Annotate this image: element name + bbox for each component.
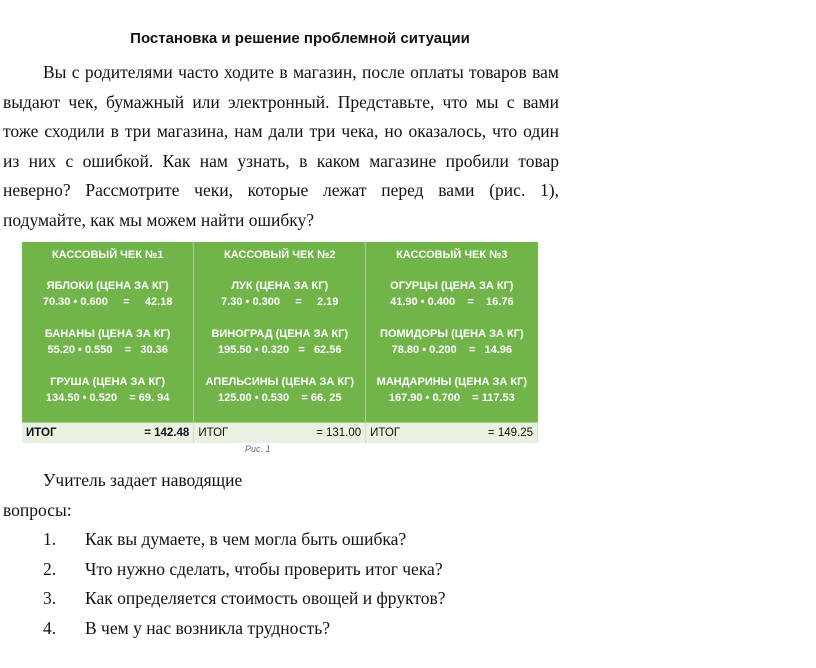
- item-eq: =: [301, 392, 308, 404]
- item-eq: =: [123, 296, 130, 308]
- question-item: [43, 529, 406, 550]
- item-name: ПОМИДОРЫ (ЦЕНА ЗА КГ): [380, 328, 524, 340]
- receipt-1-title: КАССОВЫЙ ЧЕК №1: [22, 242, 194, 270]
- total-label: ИТОГ: [26, 427, 57, 439]
- total-value: = 142.48: [144, 427, 190, 439]
- item-eq: =: [124, 344, 132, 356]
- question-text: В чем у нас возникла трудность?: [85, 618, 331, 638]
- receipt-item: [194, 318, 366, 366]
- question-item: [43, 618, 330, 639]
- total-value: = 131.00: [316, 427, 362, 439]
- item-eq: =: [298, 344, 305, 356]
- item-result: 117.53: [481, 392, 515, 404]
- receipt-item: [194, 366, 366, 414]
- item-result: 14.96: [484, 344, 513, 356]
- item-eq: =: [468, 344, 476, 356]
- receipt-1-total-row: [22, 423, 194, 444]
- item-expr: 41.90 • 0.400: [390, 296, 456, 308]
- question-item: [43, 559, 443, 580]
- item-result: 30.36: [140, 344, 168, 356]
- receipt-2-title: КАССОВЫЙ ЧЕК №2: [194, 242, 366, 270]
- page-title: Постановка и решение проблемной ситуации: [130, 30, 470, 47]
- item-name: ГРУША (ЦЕНА ЗА КГ): [50, 376, 166, 388]
- item-name: МАНДАРИНЫ (ЦЕНА ЗА КГ): [376, 376, 527, 388]
- receipt-item: [22, 270, 194, 318]
- question-number: 4.: [43, 618, 57, 638]
- total-label: ИТОГ: [198, 427, 229, 439]
- receipt-3-title: КАССОВЫЙ ЧЕК №3: [366, 242, 538, 270]
- receipts-table: [22, 242, 538, 443]
- question-number: 2.: [43, 559, 57, 579]
- question-item: [43, 588, 446, 609]
- item-expr: 125.00 • 0.530: [218, 392, 290, 404]
- item-name: ВИНОГРАД (ЦЕНА ЗА КГ): [211, 328, 349, 340]
- total-value: = 149.25: [487, 427, 533, 439]
- receipt-item: [366, 270, 538, 318]
- receipt-item: [366, 366, 538, 414]
- item-name: АПЕЛЬСИНЫ (ЦЕНА ЗА КГ): [205, 376, 354, 388]
- item-name: ЛУК (ЦЕНА ЗА КГ): [231, 280, 329, 292]
- teacher-intro-line2: вопросы:: [3, 500, 72, 520]
- item-expr: 70.30 • 0.600: [42, 296, 108, 308]
- item-expr: 195.50 • 0.320: [218, 344, 290, 356]
- question-text: Что нужно сделать, чтобы проверить итог чека?: [85, 559, 443, 579]
- item-eq: =: [129, 392, 136, 404]
- receipt-item: [22, 318, 194, 366]
- item-expr: 167.90 • 0.700: [388, 392, 460, 404]
- receipt-item: [366, 318, 538, 366]
- item-result: 62.56: [313, 344, 342, 356]
- figure-caption: Рис. 1: [245, 444, 271, 454]
- item-result: 66. 25: [310, 392, 342, 404]
- receipt-2-total-row: [194, 423, 366, 444]
- item-expr: 55.20 • 0.550: [47, 344, 113, 356]
- question-text: Как определяется стоимость овощей и фруктов?: [85, 588, 446, 608]
- item-result: 16.76: [486, 296, 514, 308]
- item-name: ЯБЛОКИ (ЦЕНА ЗА КГ): [46, 280, 169, 292]
- item-expr: 78.80 • 0.200: [391, 344, 457, 356]
- item-result: 42.18: [144, 296, 173, 308]
- item-eq: =: [467, 296, 474, 308]
- item-result: 69. 94: [138, 392, 170, 404]
- question-number: 1.: [43, 529, 57, 549]
- intro-paragraph: Вы с родителями часто ходите в магазин, после оплаты товаров вам выдают чек, бумажный или электронный. Представьте, что мы с вами тоже сходили в три магазина, нам дали три чека, но оказалось, что один из них с ошибкой. Как нам узнать, в каком магазине пробили товар неверно? Рассмотрите чеки, которые лежат перед вами (рис. 1), подумайте, как мы можем найти ошибку?: [3, 62, 559, 230]
- total-label: ИТОГ: [370, 427, 401, 439]
- receipt-item: [194, 270, 366, 318]
- question-text: Как вы думаете, в чем могла быть ошибка?: [85, 529, 407, 549]
- item-result: 2.19: [316, 296, 339, 308]
- receipt-3-total-row: [366, 423, 538, 444]
- item-expr: 134.50 • 0.520: [45, 392, 118, 404]
- teacher-intro-line1: Учитель задает наводящие: [43, 470, 243, 490]
- receipt-item: [22, 366, 194, 414]
- item-eq: =: [472, 392, 479, 404]
- item-expr: 7.30 • 0.300: [221, 296, 280, 308]
- question-number: 3.: [43, 588, 57, 608]
- item-name: ОГУРЦЫ (ЦЕНА ЗА КГ): [390, 280, 514, 292]
- item-name: БАНАНЫ (ЦЕНА ЗА КГ): [44, 328, 171, 340]
- item-eq: =: [295, 296, 302, 308]
